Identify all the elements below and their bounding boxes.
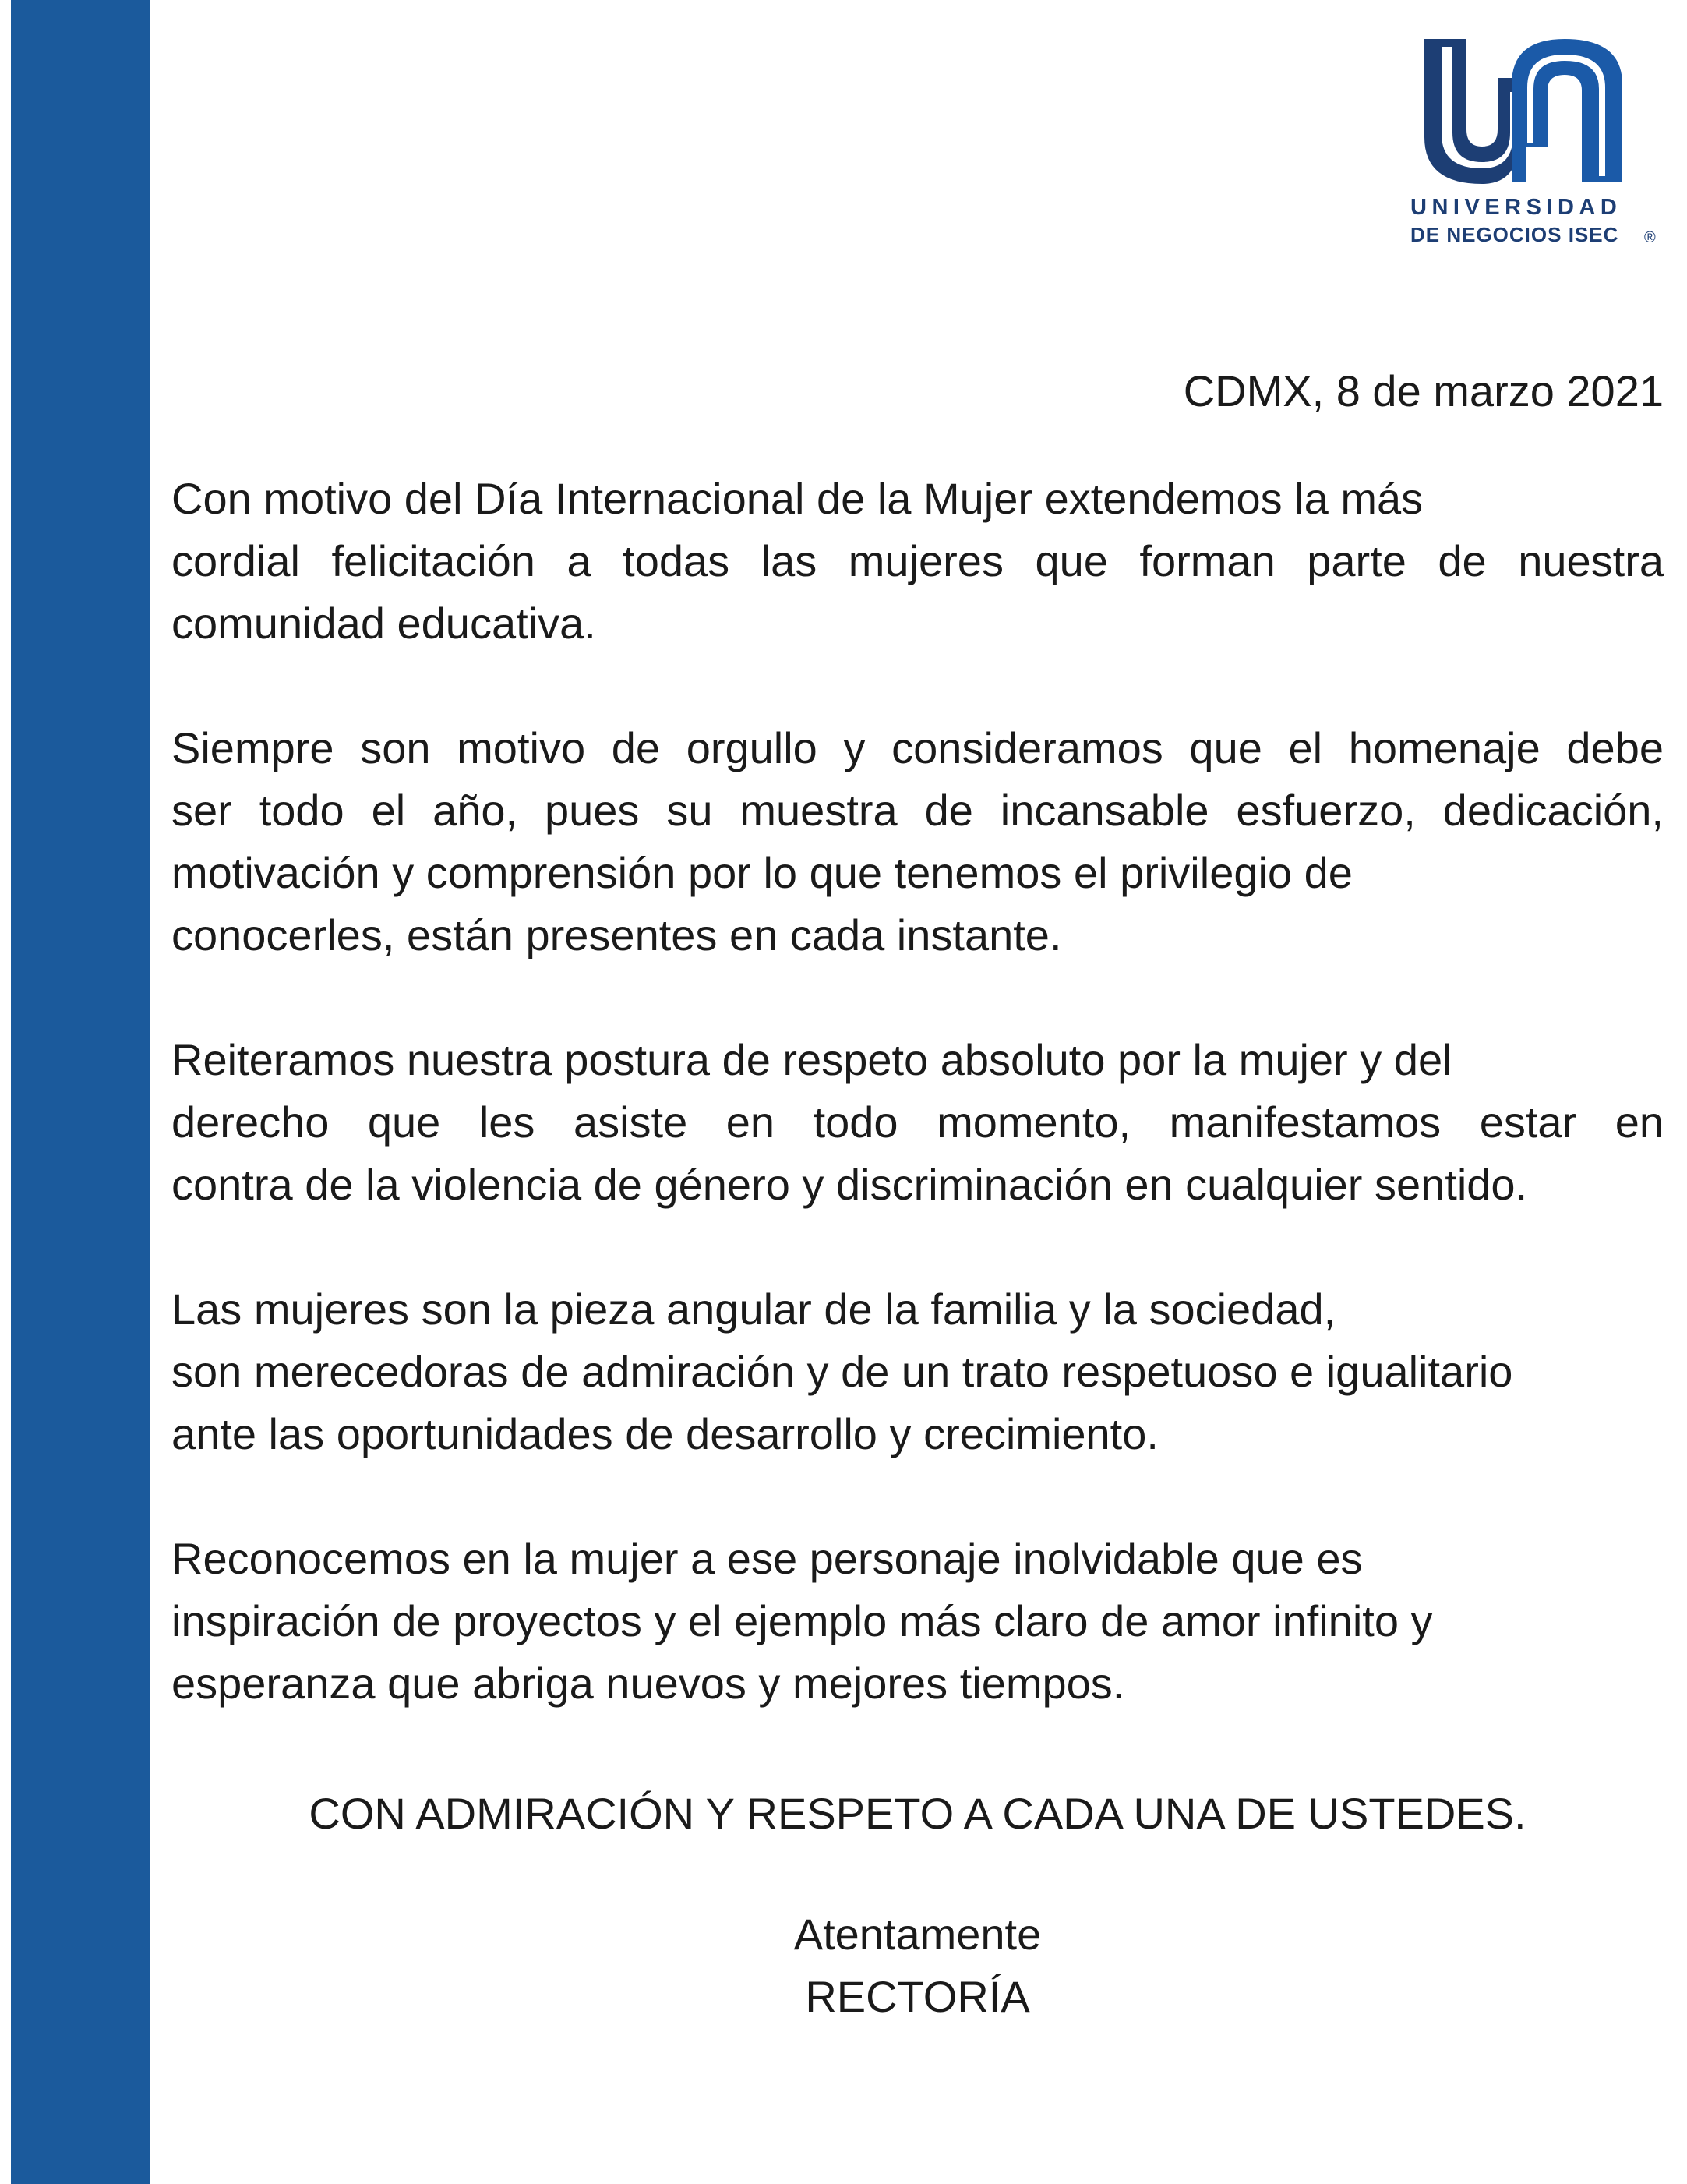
- paragraph-1: [171, 468, 1664, 655]
- paragraph-line: conocerles, están presentes en cada instante.: [171, 910, 1062, 959]
- paragraph-line: Reconocemos en la mujer a ese personaje inolvidable que es: [171, 1534, 1363, 1583]
- paragraph-line: Con motivo del Día Internacional de la Mujer extendemos la más: [171, 474, 1424, 523]
- paragraph-5: [171, 1528, 1664, 1715]
- paragraph-line: Siempre son motivo de orgullo y consideramos que el homenaje debe: [171, 723, 1664, 772]
- signer: RECTORÍA: [805, 1972, 1030, 2021]
- paragraph-line: Reiteramos nuestra postura de respeto absoluto por la mujer y del: [171, 1035, 1452, 1084]
- paragraph-line: cordial felicitación a todas las mujeres que forman parte de nuestra: [171, 536, 1664, 585]
- paragraph-line: son merecedoras de admiración y de un trato respetuoso e igualitario: [171, 1347, 1513, 1396]
- paragraph-2: [171, 717, 1664, 967]
- signoff: Atentamente: [793, 1910, 1042, 1959]
- un-monogram-icon: [1395, 30, 1644, 189]
- closing-statement: CON ADMIRACIÓN Y RESPETO A CADA UNA DE USTEDES.: [309, 1789, 1526, 1838]
- university-logo: [1395, 30, 1660, 256]
- paragraph-line: motivación y comprensión por lo que tenemos el privilegio de: [171, 848, 1353, 897]
- paragraph-3: [171, 1029, 1664, 1216]
- letter-date: CDMX, 8 de marzo 2021: [1183, 366, 1664, 415]
- paragraph-line: ante las oportunidades de desarrollo y crecimiento.: [171, 1409, 1159, 1458]
- logo-name-line1: UNIVERSIDAD: [1410, 195, 1622, 220]
- paragraph-line: inspiración de proyectos y el ejemplo más claro de amor infinito y: [171, 1596, 1433, 1645]
- logo-name-line2: DE NEGOCIOS ISEC: [1410, 223, 1619, 246]
- registered-mark: ®: [1644, 229, 1656, 246]
- paragraph-line: ser todo el año, pues su muestra de incansable esfuerzo, dedicación,: [171, 786, 1664, 835]
- side-accent-bar: [11, 0, 150, 2184]
- paragraph-line: esperanza que abriga nuevos y mejores tiempos.: [171, 1659, 1125, 1708]
- paragraph-line: comunidad educativa.: [171, 599, 596, 648]
- paragraph-line: contra de la violencia de género y discriminación en cualquier sentido.: [171, 1160, 1528, 1209]
- paragraph-line: Las mujeres son la pieza angular de la familia y la sociedad,: [171, 1285, 1336, 1334]
- paragraph-4: [171, 1278, 1664, 1465]
- paragraph-line: derecho que les asiste en todo momento, manifestamos estar en: [171, 1097, 1664, 1147]
